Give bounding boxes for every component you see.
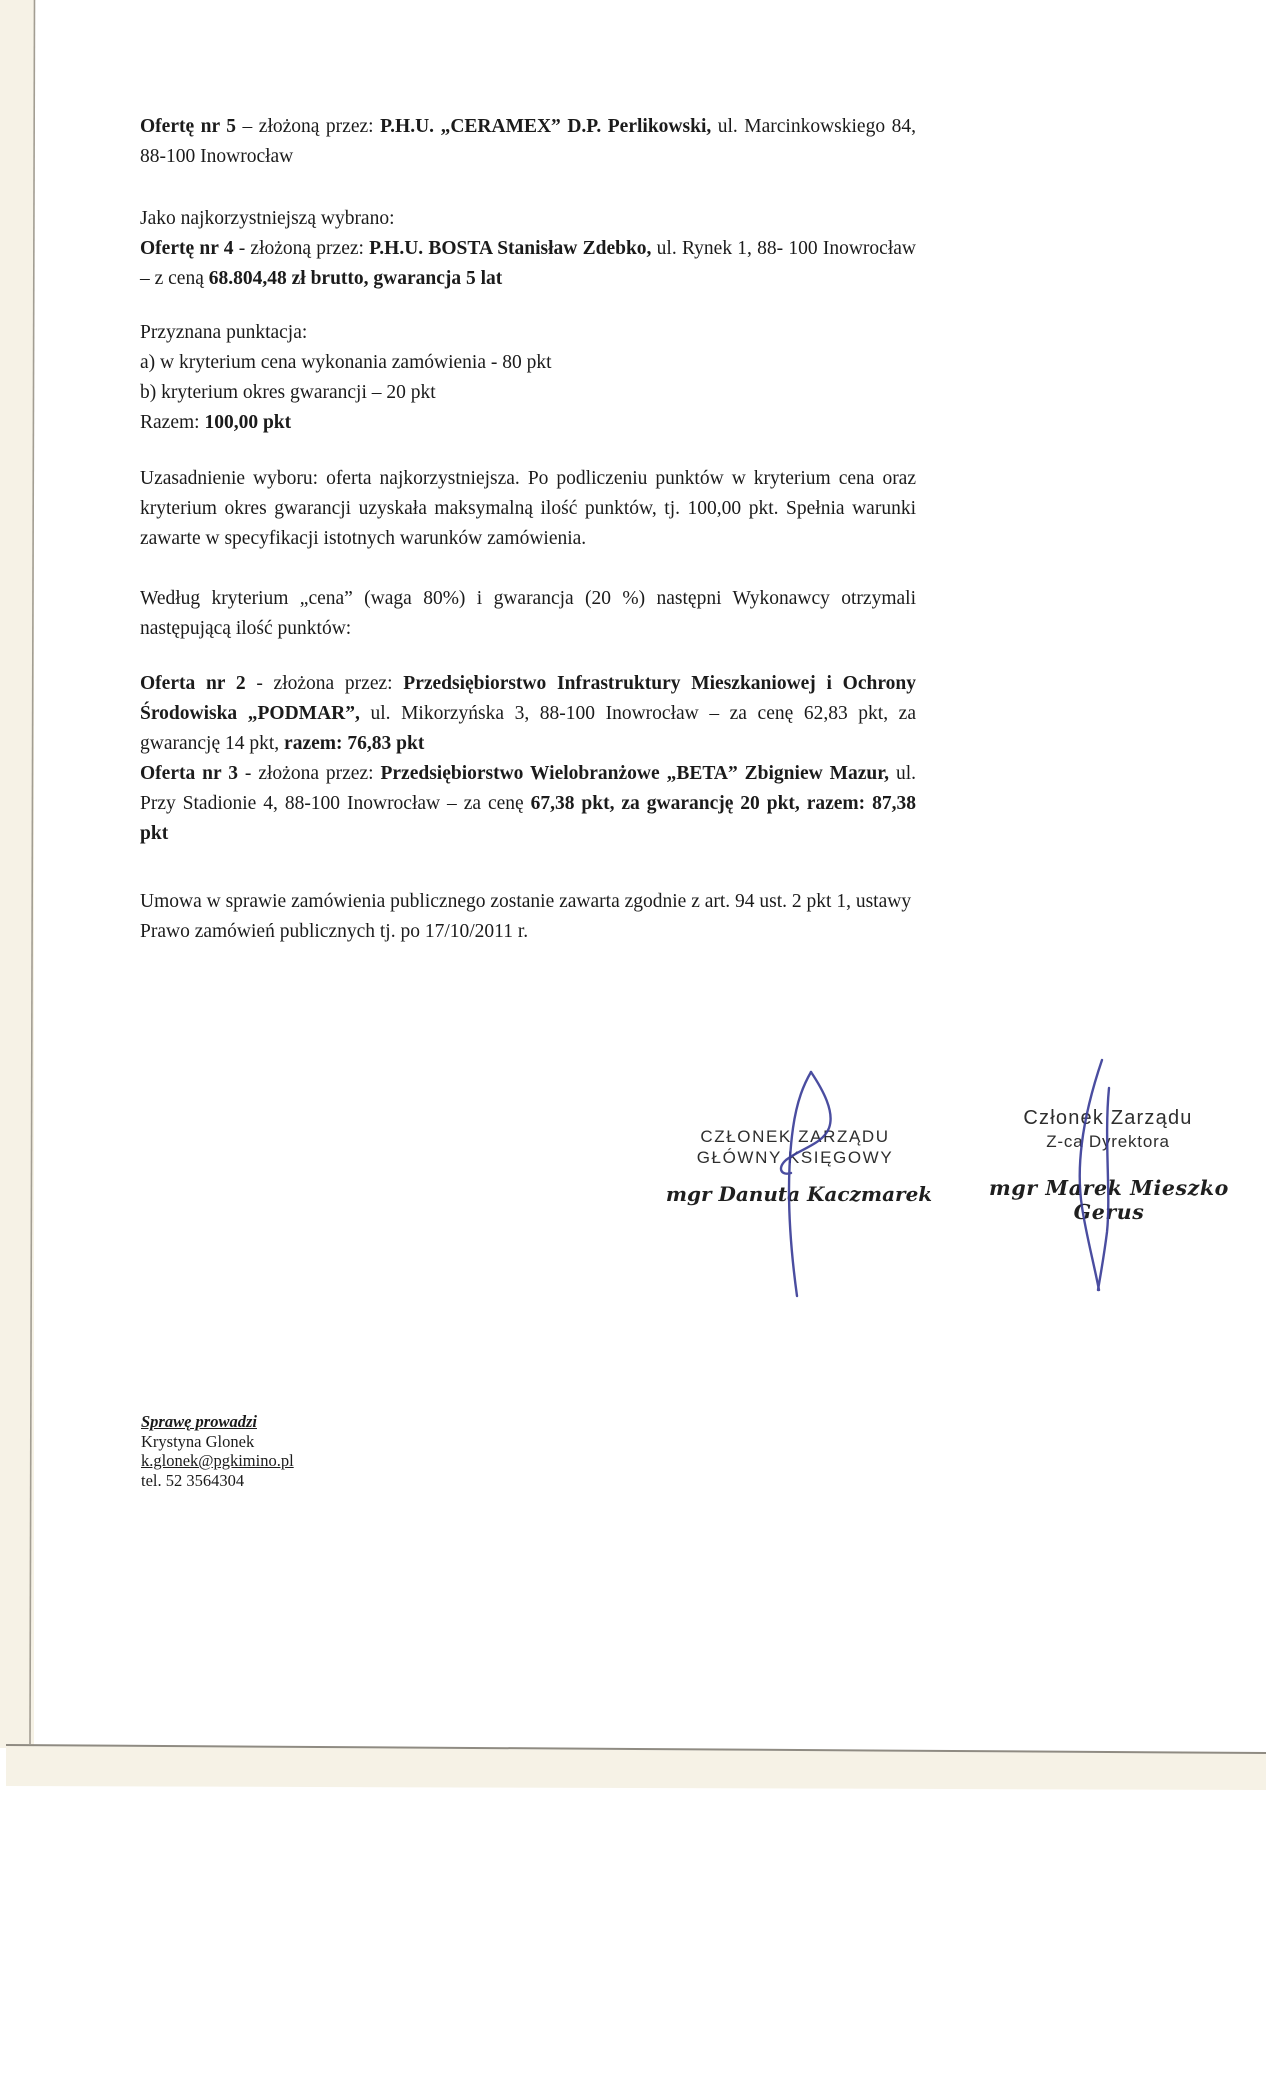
offer-3-paragraph — [140, 759, 916, 849]
text-segment: P.H.U. BOSTA Stanisław Zdebko, — [369, 238, 652, 259]
footer-phone: tel. 52 3564304 — [141, 1470, 245, 1490]
scoring-total — [140, 408, 916, 438]
stamp-left-line2: GŁÓWNY KSIĘGOWY — [696, 1148, 894, 1167]
text-segment: 68.804,48 zł brutto, gwarancja 5 lat — [208, 268, 503, 289]
text-segment: Razem: — [140, 412, 205, 433]
justification-paragraph: Uzasadnienie wyboru: oferta najkorzystniejsza. Po podliczeniu punktów w kryterium cena oraz kryterium okres gwarancji uzyskała maksymalną ilość punktów, tj. 100,00 pkt. Spełnia warunki zawarte w specyfikacji istotnych warunków zamówienia. — [140, 468, 916, 549]
text-segment: 67,38 pkt, za gwarancję 20 pkt, razem: 87,38 pkt — [140, 793, 916, 844]
footer-heading: Sprawę prowadzi — [141, 1412, 257, 1431]
criteria-weights-paragraph: Według kryterium „cena” (waga 80%) i gwarancja (20 %) następni Wykonawcy otrzymali następującą ilość punktów: — [140, 588, 916, 639]
text-segment: 100,00 pkt — [204, 412, 292, 433]
text-segment: ul. Mikorzyńska 3, 88-100 Inowrocław – za cenę 62,83 pkt, za gwarancję 14 pkt, — [140, 703, 916, 754]
stamp-right-line1: Członek Zarządu — [1023, 1107, 1193, 1129]
scoring-title: Przyznana punktacja: — [140, 322, 308, 343]
text-segment: razem: 76,83 pkt — [284, 733, 425, 754]
stamp-right-line2: Z-ca Dyrektora — [1046, 1132, 1170, 1151]
stamp-left-line1: CZŁONEK ZARZĄDU — [700, 1127, 890, 1146]
scoring-criterion-price: a) w kryterium cena wykonania zamówienia - 80 pkt — [140, 352, 552, 373]
contract-signing-paragraph: Umowa w sprawie zamówienia publicznego zostanie zawarta zgodnie z art. 94 ust. 2 pkt 1, ustawy Prawo zamówień publicznych tj. po 17/10/2011 r. — [140, 891, 912, 942]
text-segment: ul. Rynek 1, 88- 100 Inowrocław – z ceną — [140, 238, 916, 289]
offer-5-paragraph — [140, 112, 916, 172]
selection-intro-line — [140, 204, 916, 234]
case-handler-footer — [141, 1412, 294, 1490]
text-segment: Oferta nr 2 — [140, 673, 246, 694]
text-segment: P.H.U. „CERAMEX” D.P. Perlikowski, — [380, 116, 712, 137]
text-segment: Jako najkorzystniejszą wybrano: — [140, 208, 395, 229]
footer-email: k.glonek@pgkimino.pl — [141, 1451, 294, 1470]
signature-left-name: mgr Danuta Kaczmarek — [665, 1182, 933, 1206]
footer-handler-name: Krystyna Glonek — [141, 1431, 255, 1451]
text-segment: - złożoną przez: — [233, 238, 370, 259]
text-segment: Ofertę nr 5 — [140, 116, 237, 137]
scoring-criterion-warranty: b) kryterium okres gwarancji – 20 pkt — [140, 382, 436, 403]
stamp-left-title — [662, 1126, 928, 1168]
signature-right-name: mgr Marek Mieszko Gerus — [989, 1176, 1229, 1224]
stamp-right-title — [976, 1106, 1240, 1154]
document-text-column — [140, 112, 916, 947]
text-segment: Ofertę nr 4 — [140, 238, 234, 259]
text-segment: - złożona przez: — [237, 763, 381, 784]
scan-left-margin-strip — [0, 0, 34, 1748]
text-segment: ul. Przy Stadionie 4, 88-100 Inowrocław – za cenę — [140, 763, 916, 814]
offer-2-paragraph — [140, 669, 916, 759]
text-segment: – złożoną przez: — [236, 116, 381, 137]
text-segment: Przedsiębiorstwo Infrastruktury Mieszkaniowej i Ochrony Środowiska „PODMAR”, — [140, 673, 916, 724]
text-segment: - złożona przez: — [245, 673, 404, 694]
text-segment: Przedsiębiorstwo Wielobranżowe „BETA” Zbigniew Mazur, — [380, 763, 890, 784]
text-segment: Oferta nr 3 — [140, 763, 238, 784]
text-segment: ul. Marcinkowskiego 84, 88-100 Inowrocław — [140, 116, 916, 167]
offer-4-selected-paragraph — [140, 234, 916, 294]
